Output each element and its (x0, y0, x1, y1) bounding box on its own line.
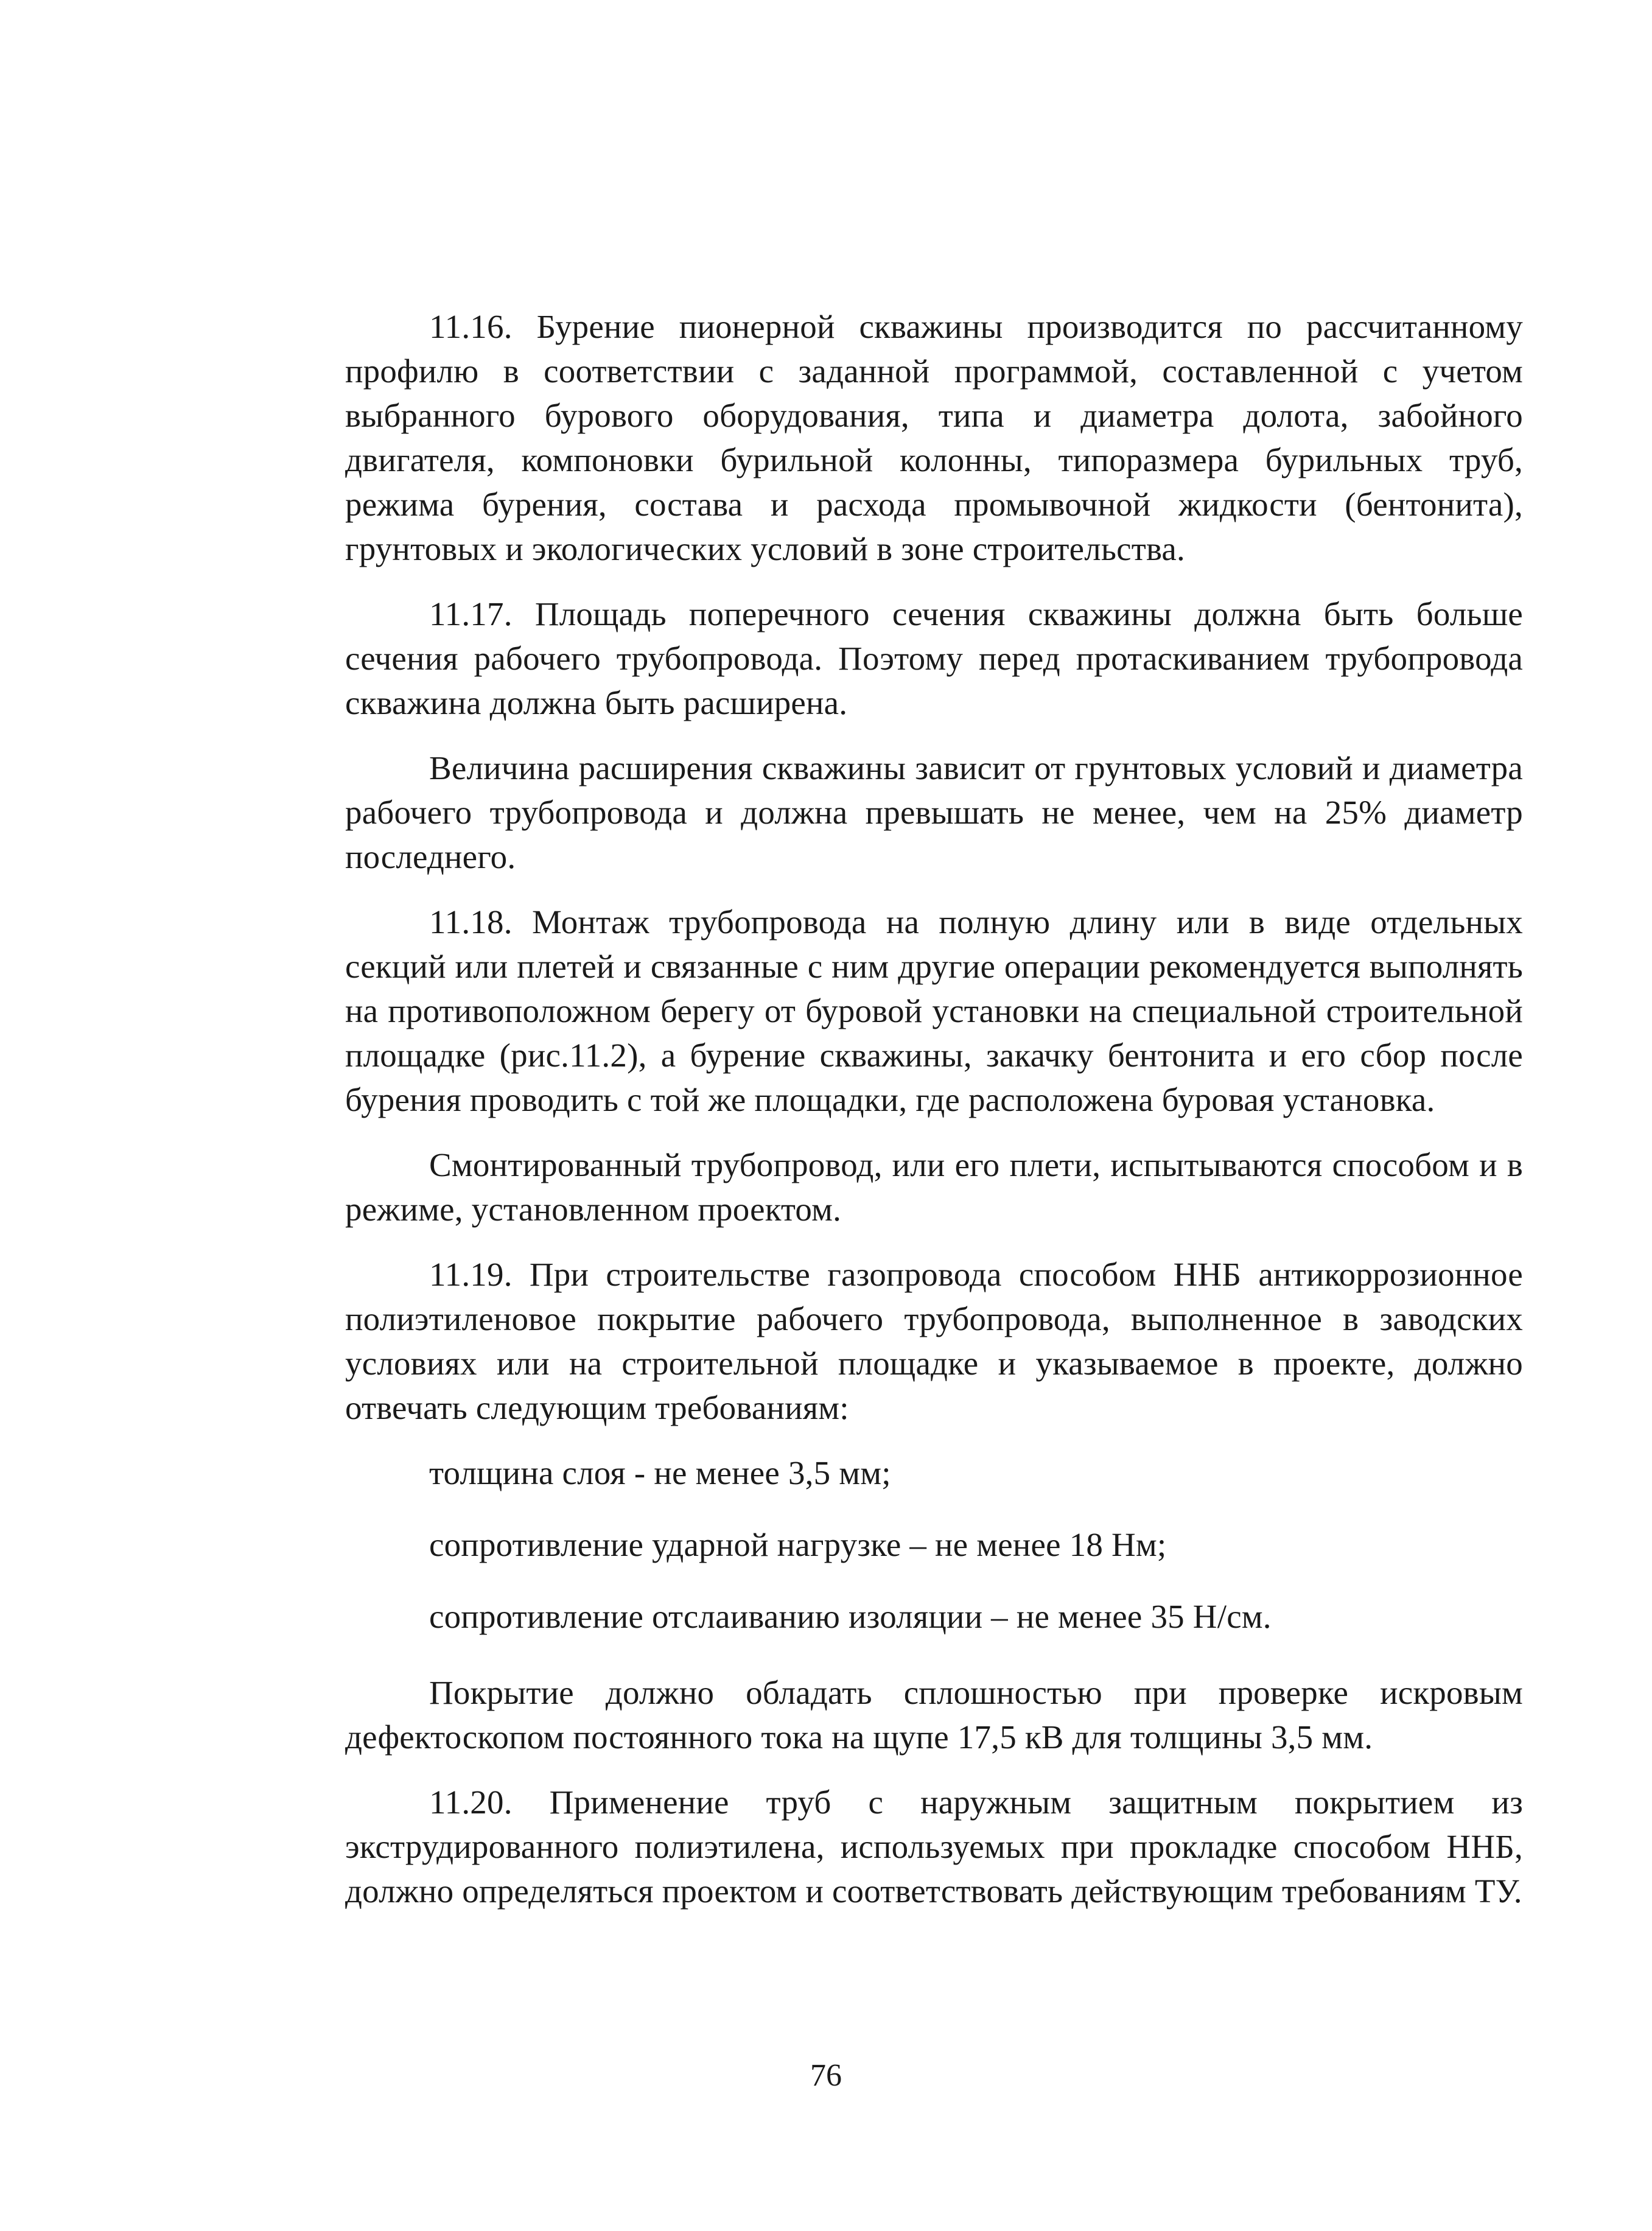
requirement-layer-thickness: толщина слоя - не менее 3,5 мм; (429, 1454, 891, 1491)
document-body (345, 304, 1523, 1934)
page-number: 76 (810, 2058, 842, 2093)
paragraph-11-17: 11.17. Площадь поперечного сечения скважины должна быть больше сечения рабочего трубопровода. Поэтому перед протаскиванием трубопровода скважина должна быть расширена. (345, 595, 1523, 721)
paragraph-testing: Смонтированный трубопровод, или его плети, испытываются способом и в режиме, установленном проектом. (345, 1146, 1523, 1228)
paragraph-11-19: 11.19. При строительстве газопровода способом ННБ антикоррозионное полиэтиленовое покрытие рабочего трубопровода, выполненное в заводских условиях или на строительной площадке и указываемое в проекте, должно отвечать следующим требованиям: (345, 1256, 1523, 1426)
requirement-peel-resistance: сопротивление отслаиванию изоляции – не менее 35 Н/см. (429, 1598, 1272, 1635)
paragraph-11-16: 11.16. Бурение пионерной скважины производится по рассчитанному профилю в соответствии с заданной программой, составленной с учетом выбранного бурового оборудования, типа и диаметра долота, забойного двигателя, компоновки бурильной колонны, типоразмера бурильных труб, режима бурения, состава и расхода промывочной жидкости (бентонита), грунтовых и экологических условий в зоне строительства. (345, 308, 1523, 567)
requirement-impact-resistance: сопротивление ударной нагрузке – не менее 18 Нм; (429, 1526, 1167, 1563)
paragraph-continuity: Покрытие должно обладать сплошностью при проверке искровым дефектоскопом постоянного тока на щупе 17,5 кВ для толщины 3,5 мм. (345, 1674, 1523, 1756)
paragraph-widening: Величина расширения скважины зависит от грунтовых условий и диаметра рабочего трубопровода и должна превышать не менее, чем на 25% диаметр последнего. (345, 749, 1523, 875)
paragraph-11-18: 11.18. Монтаж трубопровода на полную длину или в виде отдельных секций или плетей и связанные с ним другие операции рекомендуется выполнять на противоположном берегу от буровой установки на специальной строительной площадке (рис.11.2), а бурение скважины, закачку бентонита и его сбор после бурения проводить с той же площадки, где расположена буровая установка. (345, 903, 1523, 1118)
paragraph-11-20: 11.20. Применение труб с наружным защитным покрытием из экструдированного полиэтилена, используемых при прокладке способом ННБ, должно определяться проектом и соответствовать действующим требованиям ТУ. (345, 1784, 1523, 1910)
